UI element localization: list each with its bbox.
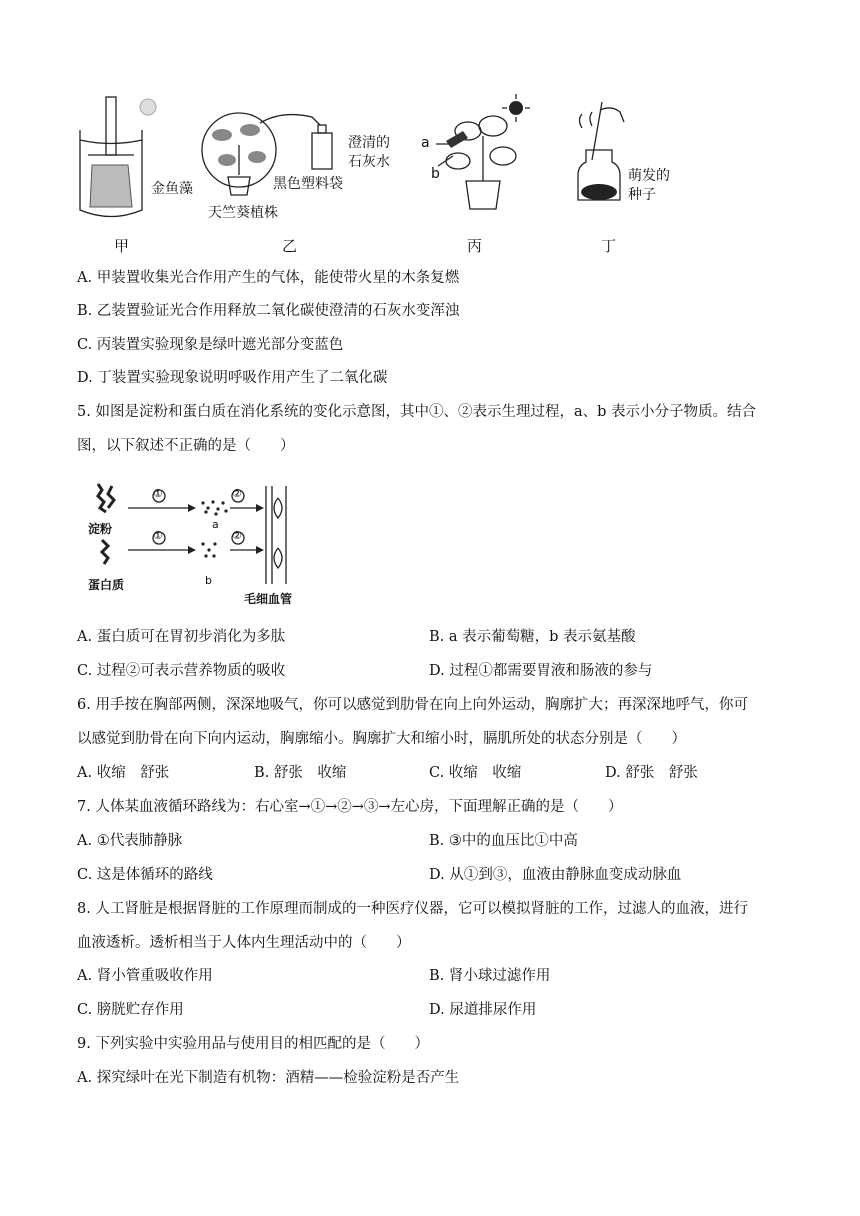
q6-option-c: C. 收缩 收缩: [429, 765, 522, 781]
diagram-step2-top: ②: [232, 487, 242, 500]
q8-stem-1: 8. 人工肾脏是根据肾脏的工作原理而制成的一种医疗仪器，它可以模拟肾脏的工作，过滤人的血液，进行: [77, 901, 748, 917]
diagram-capillary: 毛细血管: [244, 592, 293, 606]
q8-option-c: C. 膀胱贮存作用: [77, 1002, 184, 1018]
diagram-step2-bottom: ②: [232, 529, 242, 542]
q9-option-a: A. 探究绿叶在光下制造有机物：酒精——检验淀粉是否产生: [77, 1070, 460, 1086]
q6-option-d: D. 舒张 舒张: [605, 765, 698, 781]
q6-option-b: B. 舒张 收缩: [254, 765, 347, 781]
label-water-2: 石灰水: [348, 154, 390, 170]
label-b: b: [431, 166, 440, 182]
label-seed-1: 萌发的: [628, 168, 670, 184]
caption-yi: 乙: [282, 237, 298, 255]
caption-bing: 丙: [467, 237, 483, 255]
label-water-1: 澄清的: [348, 135, 390, 151]
label-goldfish: 金鱼藻: [151, 181, 193, 197]
q7-option-c: C. 这是体循环的路线: [77, 867, 213, 883]
diagram-step1-bottom: ①: [153, 529, 163, 542]
q4-option-d: D. 丁装置实验现象说明呼吸作用产生了二氧化碳: [77, 370, 388, 386]
figure-jia: [70, 95, 160, 225]
label-bag: 黑色塑料袋: [273, 176, 343, 192]
q7-option-a: A. ①代表肺静脉: [77, 833, 183, 849]
q5-option-d: D. 过程①都需要胃液和肠液的参与: [429, 663, 653, 679]
figure-yi: [202, 105, 342, 215]
diagram-step1-top: ①: [153, 487, 163, 500]
q8-option-d: D. 尿道排尿作用: [429, 1002, 537, 1018]
q5-stem-1: 5. 如图是淀粉和蛋白质在消化系统的变化示意图，其中①、②表示生理过程，a、b 表示小分子物质。结合: [77, 404, 756, 420]
q4-option-b: B. 乙装置验证光合作用释放二氧化碳使澄清的石灰水变浑浊: [77, 303, 460, 319]
q6-stem-1: 6. 用手按在胸部两侧，深深地吸气，你可以感觉到肋骨在向上向外运动，胸廓扩大；再深深地呼气，你可: [77, 697, 748, 713]
q7-stem: 7. 人体某血液循环路线为：右心室→①→②→③→左心房，下面理解正确的是（ ）: [77, 799, 623, 815]
q5-option-c: C. 过程②可表示营养物质的吸收: [77, 663, 286, 679]
q5-option-a: A. 蛋白质可在胃初步消化为多肽: [77, 629, 286, 645]
diagram-starch: 淀粉: [88, 522, 113, 536]
figure-bing: [428, 96, 538, 216]
q8-option-b: B. 肾小球过滤作用: [429, 968, 551, 984]
q5-option-b: B. a 表示葡萄糖，b 表示氨基酸: [429, 629, 636, 645]
diagram-b: b: [205, 574, 212, 587]
diagram-protein: 蛋白质: [88, 578, 125, 592]
q9-stem: 9. 下列实验中实验用品与使用目的相匹配的是（ ）: [77, 1036, 429, 1052]
q8-stem-2: 血液透析。透析相当于人体内生理活动中的（ ）: [77, 935, 411, 951]
q7-option-d: D. 从①到③，血液由静脉血变成动脉血: [429, 867, 682, 883]
label-plant: 天竺葵植株: [208, 205, 278, 221]
label-a: a: [421, 135, 430, 151]
q4-option-c: C. 丙装置实验现象是绿叶遮光部分变蓝色: [77, 337, 344, 353]
caption-jia: 甲: [114, 237, 130, 255]
q4-option-a: A. 甲装置收集光合作用产生的气体，能使带火星的木条复燃: [77, 270, 460, 286]
q7-option-b: B. ③中的血压比①中高: [429, 833, 578, 849]
q8-option-a: A. 肾小管重吸收作用: [77, 968, 213, 984]
label-seed-2: 种子: [628, 187, 656, 203]
diagram-a: a: [212, 518, 219, 531]
q6-stem-2: 以感觉到肋骨在向下向内运动，胸廓缩小。胸廓扩大和缩小时，膈肌所处的状态分别是（ ）: [77, 731, 686, 747]
q6-option-a: A. 收缩 舒张: [77, 765, 170, 781]
caption-ding: 丁: [601, 237, 617, 255]
q5-stem-2: 图，以下叙述不正确的是（ ）: [77, 438, 295, 454]
